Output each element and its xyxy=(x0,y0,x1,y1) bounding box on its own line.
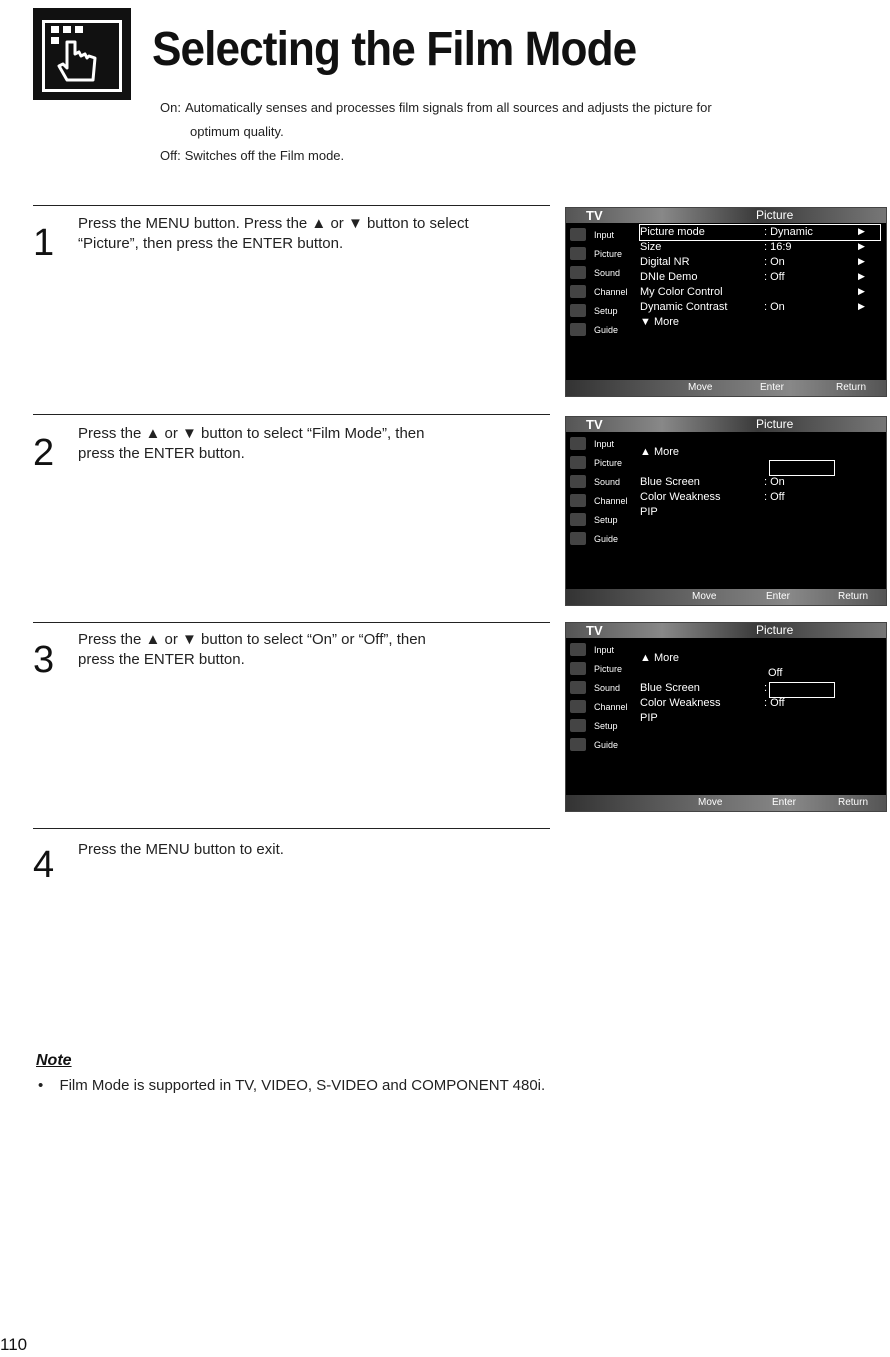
step-1-divider xyxy=(33,205,550,206)
sound-icon xyxy=(570,681,586,694)
step-4-line-1: Press the MENU button to exit. xyxy=(78,841,284,858)
osd-side-guide: Guide xyxy=(566,736,636,755)
input-icon xyxy=(570,228,586,241)
osd-title-bar xyxy=(566,417,886,432)
osd-side-setup: Setup xyxy=(566,302,636,321)
step-4-text xyxy=(78,840,548,860)
osd-tv-label: TV xyxy=(586,208,603,223)
osd-button-bar xyxy=(566,589,886,605)
off-label: Off: xyxy=(160,148,181,163)
osd-enter-hint: Enter xyxy=(772,797,796,808)
osd-screen-film-mode-select xyxy=(565,416,887,606)
setup-icon xyxy=(570,513,586,526)
step-3-text xyxy=(78,630,548,670)
osd-button-bar xyxy=(566,380,886,396)
osd-menu-title: Picture xyxy=(756,623,794,637)
channel-icon xyxy=(570,285,586,298)
osd-side-picture: Picture xyxy=(566,454,636,473)
osd-row-picture-mode: Picture mode : Dynamic ▶ xyxy=(640,225,880,240)
osd-menu-title: Picture xyxy=(756,417,794,431)
note-heading: Note xyxy=(36,1052,72,1069)
osd-row-digital-nr: Digital NR : On ▶ xyxy=(640,256,865,268)
step-4-number: 4 xyxy=(33,844,55,886)
bullet-icon: • xyxy=(38,1077,44,1094)
osd-enter-hint: Enter xyxy=(760,382,784,393)
osd-side-guide: Guide xyxy=(566,321,636,340)
on-description-cont: optimum quality. xyxy=(190,124,284,139)
osd-row-more: ▼ More xyxy=(640,316,680,328)
osd-row-film-mode xyxy=(640,460,880,475)
osd-menu-title: Picture xyxy=(756,208,794,222)
step-1-line-2: “Picture”, then press the ENTER button. xyxy=(78,235,344,252)
step-1-number: 1 xyxy=(33,222,55,264)
osd-button-bar xyxy=(566,795,886,811)
osd-highlight-box xyxy=(769,682,835,698)
osd-return-hint: Return xyxy=(838,797,869,808)
step-1-text xyxy=(78,214,548,254)
osd-side-setup: Setup xyxy=(566,717,636,736)
channel-icon xyxy=(570,494,586,507)
osd-return-hint: Return xyxy=(836,382,867,393)
osd-menu-rows xyxy=(640,651,880,726)
intro-on xyxy=(160,100,712,115)
on-label: On: xyxy=(160,100,181,115)
section-icon xyxy=(33,8,131,100)
osd-screen-picture-menu xyxy=(565,207,887,397)
step-2-line-2: press the ENTER button. xyxy=(78,445,245,462)
osd-side-channel: Channel xyxy=(566,283,636,302)
osd-row-color-weakness: Color Weakness : Off xyxy=(640,491,785,503)
osd-enter-hint: Enter xyxy=(766,591,790,602)
step-3-divider xyxy=(33,622,550,623)
osd-sidebar xyxy=(566,226,636,340)
picture-icon xyxy=(570,662,586,675)
channel-icon xyxy=(570,700,586,713)
guide-icon xyxy=(570,532,586,545)
osd-menu-rows xyxy=(640,225,880,330)
step-2-line-1: Press the ▲ or ▼ button to select “Film Mode”, then xyxy=(78,425,425,442)
note-text: Film Mode is supported in TV, VIDEO, S-VIDEO and COMPONENT 480i. xyxy=(59,1077,546,1094)
page-title: Selecting the Film Mode xyxy=(152,23,637,76)
setup-icon xyxy=(570,304,586,317)
osd-side-picture: Picture xyxy=(566,660,636,679)
osd-side-channel: Channel xyxy=(566,492,636,511)
osd-side-channel: Channel xyxy=(566,698,636,717)
osd-highlight-box xyxy=(769,460,835,476)
osd-row-dnie-demo: DNIe Demo : Off ▶ xyxy=(640,271,865,283)
input-icon xyxy=(570,437,586,450)
osd-row-blue-screen: Blue Screen : xyxy=(640,682,768,694)
setup-icon xyxy=(570,719,586,732)
step-2-text xyxy=(78,424,548,464)
step-2-divider xyxy=(33,414,550,415)
input-icon xyxy=(570,643,586,656)
osd-row-color-weakness: Color Weakness : Off xyxy=(640,697,785,709)
osd-side-sound: Sound xyxy=(566,473,636,492)
guide-icon xyxy=(570,738,586,751)
osd-side-input: Input xyxy=(566,435,636,454)
osd-row-dynamic-contrast: Dynamic Contrast : On ▶ xyxy=(640,301,865,313)
osd-row-more-up: ▲ More xyxy=(640,652,680,664)
hand-pointer-icon xyxy=(45,22,121,92)
note-item xyxy=(38,1077,545,1094)
osd-tv-label: TV xyxy=(586,417,603,432)
osd-move-hint: Move xyxy=(688,382,713,393)
step-3-number: 3 xyxy=(33,639,55,681)
step-1-line-1: Press the MENU button. Press the ▲ or ▼ button to select xyxy=(78,215,469,232)
osd-side-sound: Sound xyxy=(566,679,636,698)
picture-icon xyxy=(570,456,586,469)
osd-screen-film-mode-options xyxy=(565,622,887,812)
sound-icon xyxy=(570,475,586,488)
osd-move-hint: Move xyxy=(692,591,717,602)
osd-side-input: Input xyxy=(566,226,636,245)
osd-side-picture: Picture xyxy=(566,245,636,264)
osd-menu-rows xyxy=(640,445,880,520)
osd-sidebar xyxy=(566,435,636,549)
osd-side-input: Input xyxy=(566,641,636,660)
intro-off xyxy=(160,148,344,163)
osd-row-pip: PIP xyxy=(640,712,658,724)
osd-row-size: Size : 16:9 ▶ xyxy=(640,241,865,253)
osd-sidebar xyxy=(566,641,636,755)
osd-row-my-color-control: My Color Control ▶ xyxy=(640,286,865,298)
sound-icon xyxy=(570,266,586,279)
step-4-divider xyxy=(33,828,550,829)
osd-row-film-mode: Off xyxy=(768,667,783,679)
osd-title-bar xyxy=(566,208,886,223)
osd-row-more-up: ▲ More xyxy=(640,446,680,458)
step-3-line-2: press the ENTER button. xyxy=(78,651,245,668)
picture-icon xyxy=(570,247,586,260)
off-description: Switches off the Film mode. xyxy=(184,148,345,163)
osd-row-blue-screen: Blue Screen : On xyxy=(640,476,785,488)
guide-icon xyxy=(570,323,586,336)
osd-tv-label: TV xyxy=(586,623,603,638)
step-2-number: 2 xyxy=(33,432,55,474)
osd-move-hint: Move xyxy=(698,797,723,808)
on-description: Automatically senses and processes film signals from all sources and adjusts the picture for xyxy=(184,100,712,115)
page-number: 110 xyxy=(0,1335,28,1354)
osd-row-pip: PIP xyxy=(640,506,658,518)
osd-title-bar xyxy=(566,623,886,638)
osd-side-setup: Setup xyxy=(566,511,636,530)
osd-side-sound: Sound xyxy=(566,264,636,283)
step-3-line-1: Press the ▲ or ▼ button to select “On” or “Off”, then xyxy=(78,631,426,648)
osd-return-hint: Return xyxy=(838,591,869,602)
osd-side-guide: Guide xyxy=(566,530,636,549)
